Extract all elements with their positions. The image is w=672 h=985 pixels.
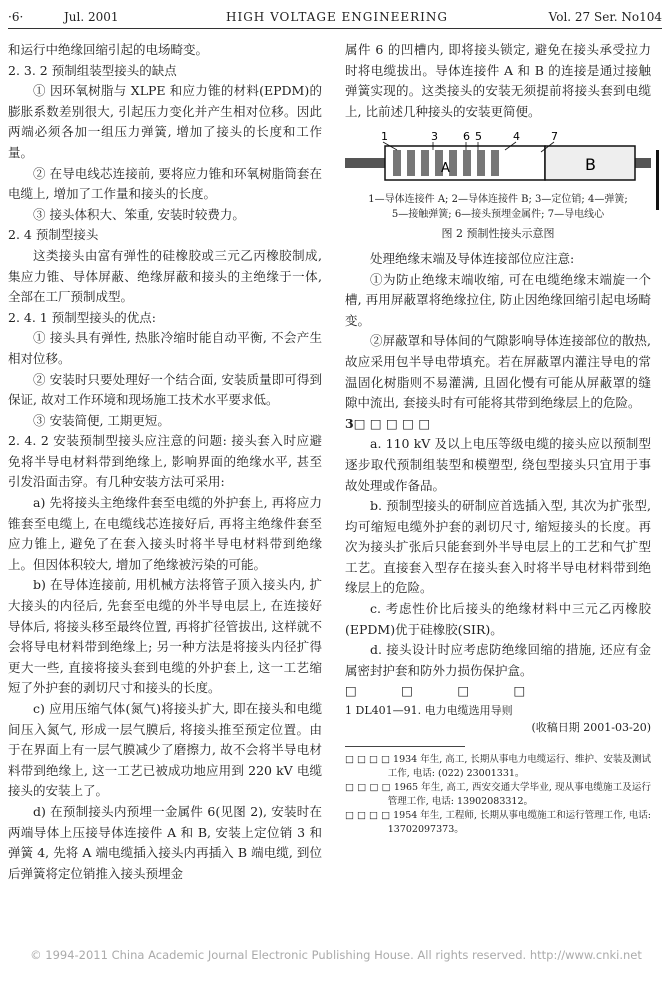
- author-bio: □ □ □ □ 1954 年生, 工程师, 长期从事电缆施工和运行管理工作, 电话: 13702097373。: [345, 810, 651, 836]
- section-heading: 2. 4. 1 预制型接头的优点:: [8, 309, 156, 325]
- issue-date: Jul. 2001: [64, 10, 119, 24]
- figure-caption-line: 5—接触弹簧; 6—接头预埋金属件; 7—导电线心: [391, 209, 605, 221]
- divider: [345, 746, 465, 747]
- paragraph: a) 先将接头主绝缘件套至电缆的外护套上, 再将应力锥套至电缆上, 在电缆线芯连接好后, 再将主绝缘件套至应力锥上, 避免了在套入接头时将半导电材料带到绝缘上。但因体积较大, 增加了绝缘被污染的可能。: [8, 495, 322, 572]
- paragraph: ③ 安装简便, 工期更短。: [33, 412, 170, 428]
- section-heading: 2. 4 预制型接头: [8, 227, 99, 243]
- paragraph: b) 在导体连接前, 用机械方法将管子顶入接头内, 扩大接头的内径后, 先套至电缆的外半导电层上, 在连接好导体后, 将接头移至最终位置, 再将扩径管拔出, 这样就不会将导电材料带到绝缘上; 另一种方法是将接头内径扩得更大一些, 直接将接头套到电缆的外护套上, 这一工艺缩短了外护套的剥切尺寸和接头的长度。: [8, 577, 322, 696]
- page-edge-mark: [656, 150, 659, 210]
- received-date: (收稿日期 2001-03-20): [531, 721, 651, 735]
- paragraph: ① 因环氧树脂与 XLPE 和应力锥的材料(EPDM)的膨胀系数差别很大, 引起压力变化并产生相对位移。因此两端必须各加一组压力弹簧, 增加了接头的长度和工作量。: [8, 83, 322, 160]
- page-header: [8, 8, 662, 29]
- paragraph: 这类接头由富有弹性的硅橡胶或三元乙丙橡胶制成, 集应力锥、导体屏蔽、绝缘屏蔽和接头的主绝缘于一体, 全部在工厂预制成型。: [8, 247, 322, 305]
- paragraph: d. 接头设计时应考虑防绝缘回缩的措施, 还应有金属密封护套和防外力损伤保护盒。: [345, 642, 651, 678]
- fig-label: 6: [463, 130, 470, 144]
- paragraph: ② 安装时只要处理好一个结合面, 安装质量即可得到保证, 故对工作环境和现场施工技术水平要求低。: [8, 371, 322, 408]
- paragraph: ①为防止绝缘末端收缩, 可在电缆绝缘末端旋一个槽, 再用屏蔽罩将绝缘拉住, 防止因绝缘回缩引起电场畸变。: [345, 271, 651, 328]
- fig-label: B: [585, 155, 596, 175]
- fig-label: 5: [475, 130, 482, 144]
- section-heading: 3□ □ □ □ □: [345, 415, 431, 431]
- paragraph: c. 考虑性价比后接头的绝缘材料中三元乙丙橡胶(EPDM)优于硅橡胶(SIR)。: [345, 601, 651, 637]
- fig-label: 4: [513, 130, 520, 144]
- paragraph: d) 在预制接头内预埋一金属件 6(见图 2), 安装时在两端导体上压接导体连接件 A 和 B, 安装上定位销 3 和弹簧 4, 先将 A 端电缆插入接头内再插入 B 端电缆, 到位后弹簧将定位销推入接头预埋金: [8, 803, 322, 881]
- fig-callouts: [381, 130, 558, 143]
- left-column: [8, 40, 322, 884]
- paragraph: a. 110 kV 及以上电压等级电缆的接头应以预制型逐步取代预制组装型和模塑型, 绕包型接头只宜用于事故处理或作备品。: [345, 436, 651, 493]
- paragraph: 2. 4. 2 安装预制型接头应注意的问题: 接头套入时应避免将半导电材料带到绝缘上, 影响界面的绝缘水平, 甚至引发沿面击穿。有几种安装方法可采用:: [8, 433, 322, 490]
- fig-label: A: [441, 161, 450, 177]
- figure-title: 图 2 预制性接头示意图: [441, 227, 555, 241]
- paragraph: c) 应用压缩气体(氮气)将接头扩大, 即在接头和电缆间压入氮气, 形成一层气膜后, 将接头推至预定位置。由于在界面上有一层气膜减少了磨擦力, 故不会将半导电材料带到绝缘上, 这一工艺已被成功地应用到 220 kV 电缆接头的安装上了。: [8, 701, 322, 799]
- figure-caption-line: 1—导体连接件 A; 2—导体连接件 B; 3—定位销; 4—弹簧;: [368, 194, 628, 206]
- journal-title: HIGH VOLTAGE ENGINEERING: [226, 10, 448, 24]
- paragraph: ②屏蔽罩和导体间的气隙影响导体连接部位的散热, 故应采用包半导电带填充。若在屏蔽罩内灌注导电的常温固化树脂则不易灌满, 且固化慢有可能从屏蔽罩的缝隙中流出, 套接头时有可能将其带到绝缘层上的危险。: [345, 333, 651, 411]
- section-heading: 2. 3. 2 预制组装型接头的缺点: [8, 62, 177, 78]
- copyright-watermark: © 1994-2011 China Academic Journal Electronic Publishing House. All rights reserved. http://www.cnki.net: [30, 948, 642, 962]
- paragraph: ③ 接头体积大、笨重, 安装时较费力。: [33, 206, 245, 222]
- fig-label: 7: [551, 130, 558, 144]
- fig-label: 3: [431, 130, 438, 144]
- references-heading: □ □ □ □: [345, 683, 546, 699]
- paragraph: 属件 6 的凹槽内, 即将接头锁定, 避免在接头承受拉力时将电缆拔出。导体连接件 A 和 B 的连接是通过接触弹簧实现的。这类接头的安装无须提前将接头套到电缆上, 比前述几种接头的安装更简便。: [345, 42, 651, 119]
- figure-2-diagram: [345, 130, 651, 188]
- fig-label: 1: [381, 130, 388, 144]
- paragraph: b. 预制型接头的研制应首选插入型, 其次为扩张型, 均可缩短电缆外护套的剥切尺寸, 缩短接头的长度。再次为接头扩张后只能套到外半导电层上的工艺和气扩型工艺。直接套入型存在接头套入时将半导电材料带到绝缘层上的危险。: [345, 498, 651, 596]
- joint-schematic: [345, 130, 651, 188]
- page-number: ·6·: [8, 10, 24, 24]
- paragraph: ① 接头具有弹性, 热胀冷缩时能自动平衡, 不会产生相对位移。: [8, 330, 322, 366]
- paragraph: 和运行中绝缘回缩引起的电场畸变。: [8, 42, 209, 57]
- paragraph: 处理绝缘末端及导体连接部位应注意:: [370, 250, 575, 266]
- author-bio: □ □ □ □ 1965 年生, 高工, 西安交通大学毕业, 现从事电缆施工及运行管理工作, 电话: 13902083312。: [345, 782, 651, 808]
- paragraph: ② 在导电线芯连接前, 要将应力锥和环氧树脂筒套在电缆上, 增加了工作量和接头的长度。: [8, 165, 322, 202]
- author-bio: □ □ □ □ 1934 年生, 高工, 长期从事电力电缆运行、维护、安装及测试工作, 电话: (022) 23001331。: [345, 754, 651, 780]
- reference-item: 1 DL401—91. 电力电缆选用导则: [345, 704, 513, 718]
- right-column: [345, 40, 651, 837]
- volume-info: Vol. 27 Ser. No104: [548, 10, 662, 24]
